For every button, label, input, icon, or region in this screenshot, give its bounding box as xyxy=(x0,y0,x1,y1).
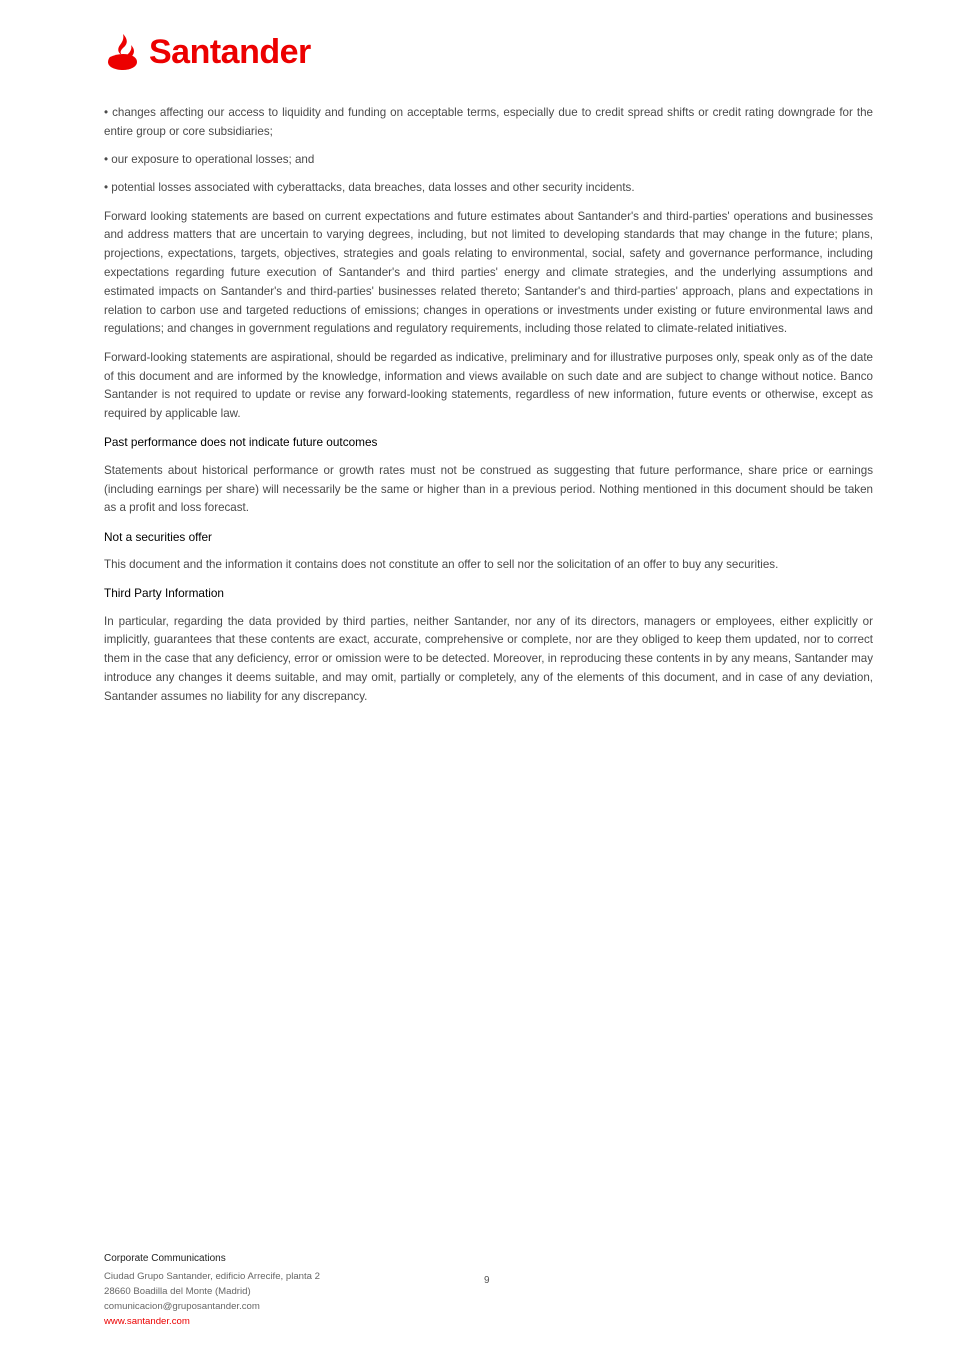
heading-third-party-information: Third Party Information xyxy=(104,586,224,601)
bullet-liquidity: • changes affecting our access to liquidity and funding on acceptable terms, especially due to credit spread shifts or credit rating downgrade for the entire group or core subsidiaries; xyxy=(104,106,873,138)
paragraph-forward-looking-basis: Forward looking statements are based on current expectations and future estimates about Santander's and third-parties' operations and businesses and address matters that are uncertain to varying degrees, including, but not limited to developing standards that may change in the future; plans, projections, expectations, targets, objectives, strategies and goals relating to environmental, social, safety and governance performance, including expectations regarding future execution of Santander's and third parties' energy and climate strategies, and the underlying assumptions and estimated impacts on Santander's and third-parties' businesses related thereto; Santander's and third-parties' approach, plans and expectations in relation to carbon use and targeted reductions of emissions; changes in operations or investments under existing or future environmental laws and regulations; and changes in government regulations and regulatory requirements, including those related to climate-related initiatives. xyxy=(104,209,873,336)
santander-logo xyxy=(103,32,311,72)
footer-email[interactable]: comunicacion@gruposantander.com xyxy=(104,1301,260,1312)
paragraph-not-securities-offer: This document and the information it contains does not constitute an offer to sell nor the solicitation of an offer to buy any securities. xyxy=(104,557,779,571)
paragraph-forward-looking-aspirational: Forward-looking statements are aspirational, should be regarded as indicative, preliminary and for illustrative purposes only, speak only as of the date of this document and are informed by the knowledge, information and views available on such date and are subject to change without notice. Banco Santander is not required to update or revise any forward-looking statements, regardless of new information, future events or otherwise, except as required by applicable law. xyxy=(104,350,873,421)
paragraph-past-performance: Statements about historical performance or growth rates must not be construed as suggesting that future performance, share price or earnings (including earnings per share) will necessarily be the same or higher than in a previous period. Nothing mentioned in this document should be taken as a profit and loss forecast. xyxy=(104,463,873,515)
footer-website-link[interactable]: www.santander.com xyxy=(104,1316,190,1327)
logo-wordmark: Santander xyxy=(149,33,311,71)
santander-flame-icon xyxy=(103,32,143,72)
footer-address-line-2: 28660 Boadilla del Monte (Madrid) xyxy=(104,1286,251,1297)
heading-past-performance: Past performance does not indicate future outcomes xyxy=(104,435,378,450)
footer-contact xyxy=(104,1251,320,1329)
footer-department: Corporate Communications xyxy=(104,1253,226,1264)
paragraph-third-party-information: In particular, regarding the data provided by third parties, neither Santander, nor any of its directors, managers or employees, either explicitly or implicitly, guarantees that these contents are exact, accurate, comprehensive or complete, nor are they obliged to keep them updated, nor to correct them in the case that any deficiency, error or omission were to be detected. Moreover, in reproducing these contents in by any means, Santander may introduce any changes it deems suitable, and may omit, partially or completely, any of the elements of this document, and in case of any deviation, Santander assumes no liability for any discrepancy. xyxy=(104,614,873,703)
bullet-cyberattacks: • potential losses associated with cyberattacks, data breaches, data losses and other security incidents. xyxy=(104,181,635,195)
page-number: 9 xyxy=(484,1275,490,1286)
footer-address-line-1: Ciudad Grupo Santander, edificio Arrecife, planta 2 xyxy=(104,1271,320,1282)
bullet-operational-losses: • our exposure to operational losses; and xyxy=(104,153,315,167)
heading-not-securities-offer: Not a securities offer xyxy=(104,529,212,544)
document-body xyxy=(104,104,873,716)
